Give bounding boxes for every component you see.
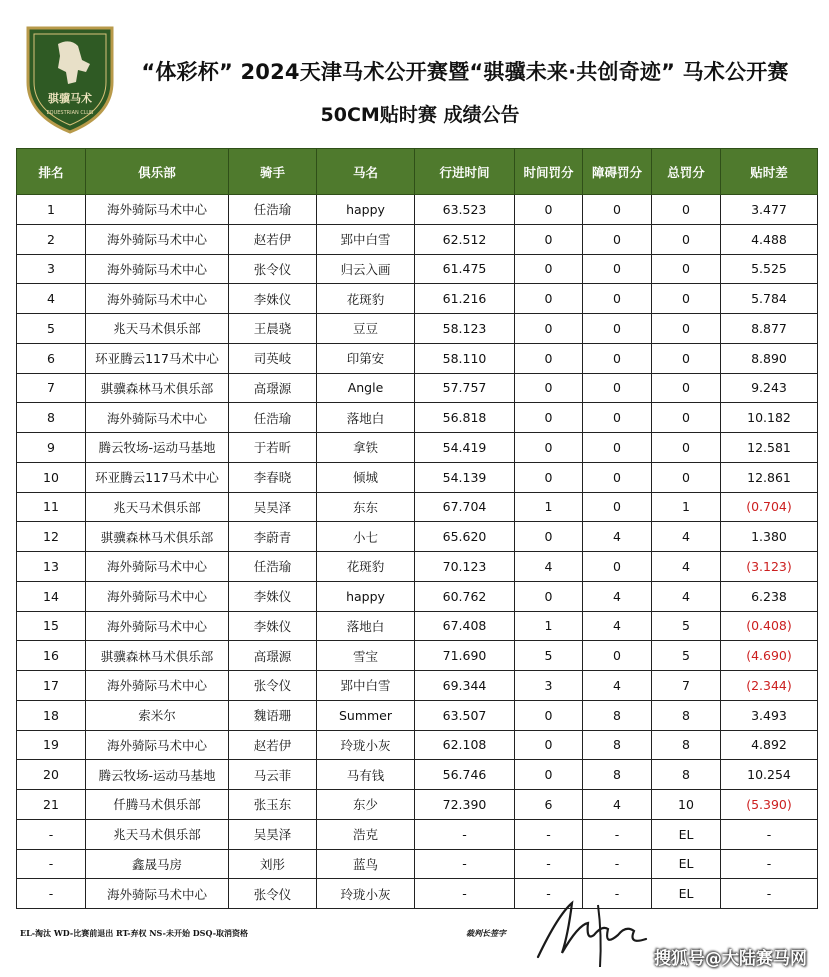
time-penalty-cell: 1	[515, 611, 583, 641]
horse-cell: 玲珑小灰	[317, 879, 415, 909]
time-penalty-cell: 0	[515, 700, 583, 730]
time-cell: 56.818	[415, 403, 515, 433]
time-diff-cell: (4.690)	[721, 641, 818, 671]
club-cell: 兆天马术俱乐部	[86, 819, 229, 849]
total-penalty-cell: 4	[652, 581, 721, 611]
club-cell: 仟腾马术俱乐部	[86, 790, 229, 820]
horse-cell: 东东	[317, 492, 415, 522]
horse-cell: Angle	[317, 373, 415, 403]
horse-cell: 印第安	[317, 343, 415, 373]
rank-cell: 13	[17, 552, 86, 582]
rank-cell: 11	[17, 492, 86, 522]
rank-cell: 10	[17, 462, 86, 492]
rider-cell: 李姝仪	[229, 284, 317, 314]
rider-cell: 任浩瑜	[229, 195, 317, 225]
column-header: 排名	[17, 149, 86, 195]
club-cell: 海外骑际马术中心	[86, 254, 229, 284]
table-row	[17, 879, 818, 909]
obstacle-penalty-cell: 8	[583, 760, 652, 790]
time-penalty-cell: 0	[515, 462, 583, 492]
time-diff-cell: 4.892	[721, 730, 818, 760]
time-diff-cell: 6.238	[721, 581, 818, 611]
total-penalty-cell: 4	[652, 552, 721, 582]
rider-cell: 刘彤	[229, 849, 317, 879]
column-header: 行进时间	[415, 149, 515, 195]
total-penalty-cell: 0	[652, 373, 721, 403]
club-cell: 海外骑际马术中心	[86, 879, 229, 909]
time-diff-cell: 10.254	[721, 760, 818, 790]
time-diff-cell: 8.877	[721, 314, 818, 344]
club-cell: 兆天马术俱乐部	[86, 314, 229, 344]
table-row	[17, 195, 818, 225]
column-header: 骑手	[229, 149, 317, 195]
rank-cell: 12	[17, 522, 86, 552]
rank-cell: 16	[17, 641, 86, 671]
time-diff-cell: (3.123)	[721, 552, 818, 582]
rank-cell: -	[17, 849, 86, 879]
obstacle-penalty-cell: -	[583, 819, 652, 849]
obstacle-penalty-cell: 0	[583, 641, 652, 671]
rank-cell: 14	[17, 581, 86, 611]
time-penalty-cell: 0	[515, 195, 583, 225]
obstacle-penalty-cell: 0	[583, 403, 652, 433]
rider-cell: 李姝仪	[229, 581, 317, 611]
time-cell: 57.757	[415, 373, 515, 403]
time-cell: -	[415, 879, 515, 909]
time-cell: 65.620	[415, 522, 515, 552]
time-diff-cell: 5.784	[721, 284, 818, 314]
time-diff-cell: 4.488	[721, 224, 818, 254]
logo-text-en: EQUESTRIAN CLUB	[46, 110, 94, 116]
obstacle-penalty-cell: 0	[583, 343, 652, 373]
horse-cell: 拿铁	[317, 433, 415, 463]
obstacle-penalty-cell: 0	[583, 492, 652, 522]
time-diff-cell: -	[721, 879, 818, 909]
time-diff-cell: 12.581	[721, 433, 818, 463]
time-diff-cell: 12.861	[721, 462, 818, 492]
rider-cell: 任浩瑜	[229, 403, 317, 433]
club-cell: 海外骑际马术中心	[86, 195, 229, 225]
club-cell: 海外骑际马术中心	[86, 730, 229, 760]
rider-cell: 魏语珊	[229, 700, 317, 730]
time-penalty-cell: -	[515, 819, 583, 849]
rank-cell: 15	[17, 611, 86, 641]
table-row	[17, 254, 818, 284]
table-row	[17, 552, 818, 582]
time-diff-cell: 3.493	[721, 700, 818, 730]
time-penalty-cell: -	[515, 849, 583, 879]
horse-cell: 雪宝	[317, 641, 415, 671]
rider-cell: 李春晓	[229, 462, 317, 492]
horse-cell: happy	[317, 581, 415, 611]
obstacle-penalty-cell: 8	[583, 700, 652, 730]
table-row	[17, 462, 818, 492]
time-diff-cell: (0.408)	[721, 611, 818, 641]
club-cell: 兆天马术俱乐部	[86, 492, 229, 522]
time-penalty-cell: 3	[515, 671, 583, 701]
table-row	[17, 611, 818, 641]
table-row	[17, 433, 818, 463]
page-subtitle: 50CM贴时赛 成绩公告	[320, 104, 520, 126]
rider-cell: 张令仪	[229, 671, 317, 701]
rider-cell: 赵若伊	[229, 224, 317, 254]
column-header: 马名	[317, 149, 415, 195]
time-diff-cell: 1.380	[721, 522, 818, 552]
obstacle-penalty-cell: 4	[583, 611, 652, 641]
total-penalty-cell: 1	[652, 492, 721, 522]
table-row	[17, 700, 818, 730]
rider-cell: 任浩瑜	[229, 552, 317, 582]
time-penalty-cell: -	[515, 879, 583, 909]
time-diff-cell: (2.344)	[721, 671, 818, 701]
total-penalty-cell: 0	[652, 462, 721, 492]
obstacle-penalty-cell: 4	[583, 522, 652, 552]
obstacle-penalty-cell: 0	[583, 314, 652, 344]
time-penalty-cell: 0	[515, 343, 583, 373]
rider-cell: 吴昊泽	[229, 492, 317, 522]
total-penalty-cell: 0	[652, 314, 721, 344]
obstacle-penalty-cell: 0	[583, 195, 652, 225]
time-cell: 54.419	[415, 433, 515, 463]
total-penalty-cell: 4	[652, 522, 721, 552]
rank-cell: 2	[17, 224, 86, 254]
horse-cell: 浩克	[317, 819, 415, 849]
rank-cell: 3	[17, 254, 86, 284]
club-cell: 鑫晟马房	[86, 849, 229, 879]
rider-cell: 马云菲	[229, 760, 317, 790]
horse-cell: Summer	[317, 700, 415, 730]
rank-cell: 19	[17, 730, 86, 760]
rank-cell: -	[17, 819, 86, 849]
rider-cell: 李蔚青	[229, 522, 317, 552]
table-row	[17, 373, 818, 403]
obstacle-penalty-cell: 0	[583, 433, 652, 463]
club-cell: 海外骑际马术中心	[86, 552, 229, 582]
rank-cell: 5	[17, 314, 86, 344]
total-penalty-cell: EL	[652, 879, 721, 909]
column-header: 总罚分	[652, 149, 721, 195]
time-penalty-cell: 0	[515, 730, 583, 760]
time-cell: 62.512	[415, 224, 515, 254]
time-cell: 58.123	[415, 314, 515, 344]
table-row	[17, 224, 818, 254]
total-penalty-cell: 10	[652, 790, 721, 820]
total-penalty-cell: 8	[652, 700, 721, 730]
time-penalty-cell: 0	[515, 254, 583, 284]
time-cell: 63.523	[415, 195, 515, 225]
horse-cell: 玲珑小灰	[317, 730, 415, 760]
time-penalty-cell: 0	[515, 224, 583, 254]
column-header: 俱乐部	[86, 149, 229, 195]
time-cell: 67.704	[415, 492, 515, 522]
time-diff-cell: 9.243	[721, 373, 818, 403]
time-cell: -	[415, 849, 515, 879]
time-penalty-cell: 5	[515, 641, 583, 671]
total-penalty-cell: 0	[652, 403, 721, 433]
time-diff-cell: -	[721, 849, 818, 879]
club-cell: 海外骑际马术中心	[86, 611, 229, 641]
club-cell: 海外骑际马术中心	[86, 224, 229, 254]
total-penalty-cell: 0	[652, 343, 721, 373]
time-cell: 71.690	[415, 641, 515, 671]
horse-cell: 豆豆	[317, 314, 415, 344]
page-title: “体彩杯” 2024天津马术公开赛暨“骐骥未来·共创奇迹” 马术公开赛	[141, 60, 789, 84]
club-cell: 海外骑际马术中心	[86, 581, 229, 611]
rank-cell: 4	[17, 284, 86, 314]
club-cell: 骐骥森林马术俱乐部	[86, 641, 229, 671]
time-penalty-cell: 0	[515, 581, 583, 611]
horse-cell: 郢中白雪	[317, 671, 415, 701]
time-cell: 63.507	[415, 700, 515, 730]
time-diff-cell: -	[721, 819, 818, 849]
judge-signature-label: 裁判长签字	[466, 928, 506, 938]
total-penalty-cell: EL	[652, 819, 721, 849]
rider-cell: 赵若伊	[229, 730, 317, 760]
horse-cell: 花斑豹	[317, 552, 415, 582]
time-diff-cell: 10.182	[721, 403, 818, 433]
time-penalty-cell: 1	[515, 492, 583, 522]
obstacle-penalty-cell: 4	[583, 671, 652, 701]
rider-cell: 李姝仪	[229, 611, 317, 641]
obstacle-penalty-cell: -	[583, 879, 652, 909]
table-row	[17, 760, 818, 790]
table-row	[17, 819, 818, 849]
time-cell: 70.123	[415, 552, 515, 582]
rank-cell: 18	[17, 700, 86, 730]
horse-cell: 东少	[317, 790, 415, 820]
total-penalty-cell: 5	[652, 611, 721, 641]
table-row	[17, 314, 818, 344]
total-penalty-cell: 0	[652, 433, 721, 463]
table-row	[17, 403, 818, 433]
time-diff-cell: 8.890	[721, 343, 818, 373]
source-watermark: 搜狐号@大陆赛马网	[654, 949, 807, 969]
column-header: 贴时差	[721, 149, 818, 195]
total-penalty-cell: 5	[652, 641, 721, 671]
column-header: 时间罚分	[515, 149, 583, 195]
time-cell: 61.475	[415, 254, 515, 284]
horse-cell: 落地白	[317, 611, 415, 641]
table-body	[17, 195, 818, 909]
total-penalty-cell: 8	[652, 730, 721, 760]
time-cell: 56.746	[415, 760, 515, 790]
rank-cell: 20	[17, 760, 86, 790]
time-penalty-cell: 4	[515, 552, 583, 582]
obstacle-penalty-cell: -	[583, 849, 652, 879]
rider-cell: 高璟源	[229, 373, 317, 403]
table-row	[17, 492, 818, 522]
obstacle-penalty-cell: 0	[583, 224, 652, 254]
time-diff-cell: 3.477	[721, 195, 818, 225]
time-cell: 54.139	[415, 462, 515, 492]
time-cell: 69.344	[415, 671, 515, 701]
club-cell: 腾云牧场-运动马基地	[86, 433, 229, 463]
time-cell: 61.216	[415, 284, 515, 314]
horse-cell: happy	[317, 195, 415, 225]
time-diff-cell: 5.525	[721, 254, 818, 284]
rider-cell: 王晨骁	[229, 314, 317, 344]
total-penalty-cell: 0	[652, 195, 721, 225]
total-penalty-cell: 0	[652, 254, 721, 284]
club-cell: 环亚腾云117马术中心	[86, 343, 229, 373]
rider-cell: 司英岐	[229, 343, 317, 373]
table-row	[17, 730, 818, 760]
obstacle-penalty-cell: 4	[583, 581, 652, 611]
rank-cell: 7	[17, 373, 86, 403]
horse-cell: 小七	[317, 522, 415, 552]
table-row	[17, 284, 818, 314]
club-cell: 环亚腾云117马术中心	[86, 462, 229, 492]
time-penalty-cell: 0	[515, 760, 583, 790]
horse-cell: 倾城	[317, 462, 415, 492]
rider-cell: 张玉东	[229, 790, 317, 820]
horse-cell: 蓝鸟	[317, 849, 415, 879]
club-cell: 索米尔	[86, 700, 229, 730]
time-cell: 72.390	[415, 790, 515, 820]
horse-cell: 花斑豹	[317, 284, 415, 314]
club-cell: 海外骑际马术中心	[86, 671, 229, 701]
time-penalty-cell: 0	[515, 314, 583, 344]
rank-cell: 9	[17, 433, 86, 463]
time-penalty-cell: 0	[515, 522, 583, 552]
rank-cell: -	[17, 879, 86, 909]
time-penalty-cell: 0	[515, 433, 583, 463]
rank-cell: 21	[17, 790, 86, 820]
club-cell: 海外骑际马术中心	[86, 284, 229, 314]
time-penalty-cell: 6	[515, 790, 583, 820]
table-row	[17, 790, 818, 820]
obstacle-penalty-cell: 0	[583, 373, 652, 403]
table-row	[17, 849, 818, 879]
rider-cell: 吴昊泽	[229, 819, 317, 849]
logo-text-cn: 骐骥马术	[48, 92, 92, 105]
rank-cell: 6	[17, 343, 86, 373]
time-cell: 60.762	[415, 581, 515, 611]
club-logo	[20, 20, 120, 135]
table-row	[17, 581, 818, 611]
obstacle-penalty-cell: 4	[583, 790, 652, 820]
obstacle-penalty-cell: 0	[583, 552, 652, 582]
rider-cell: 于若昕	[229, 433, 317, 463]
club-cell: 骐骥森林马术俱乐部	[86, 522, 229, 552]
time-diff-cell: (5.390)	[721, 790, 818, 820]
club-cell: 腾云牧场-运动马基地	[86, 760, 229, 790]
club-cell: 骐骥森林马术俱乐部	[86, 373, 229, 403]
rank-cell: 17	[17, 671, 86, 701]
judge-signature	[528, 895, 658, 970]
obstacle-penalty-cell: 0	[583, 462, 652, 492]
time-penalty-cell: 0	[515, 403, 583, 433]
table-row	[17, 641, 818, 671]
rank-cell: 8	[17, 403, 86, 433]
horse-cell: 马有钱	[317, 760, 415, 790]
time-diff-cell: (0.704)	[721, 492, 818, 522]
total-penalty-cell: 7	[652, 671, 721, 701]
rank-cell: 1	[17, 195, 86, 225]
legend-note: EL-淘汰 WD-比赛前退出 RT-弃权 NS-未开始 DSQ-取消资格	[20, 928, 249, 938]
time-penalty-cell: 0	[515, 284, 583, 314]
table-row	[17, 671, 818, 701]
time-cell: 67.408	[415, 611, 515, 641]
time-penalty-cell: 0	[515, 373, 583, 403]
total-penalty-cell: 0	[652, 224, 721, 254]
total-penalty-cell: EL	[652, 849, 721, 879]
column-header: 障碍罚分	[583, 149, 652, 195]
rider-cell: 张令仪	[229, 879, 317, 909]
table-row	[17, 343, 818, 373]
table-row	[17, 522, 818, 552]
rider-cell: 高璟源	[229, 641, 317, 671]
obstacle-penalty-cell: 8	[583, 730, 652, 760]
time-cell: 58.110	[415, 343, 515, 373]
obstacle-penalty-cell: 0	[583, 254, 652, 284]
obstacle-penalty-cell: 0	[583, 284, 652, 314]
time-cell: 62.108	[415, 730, 515, 760]
total-penalty-cell: 8	[652, 760, 721, 790]
club-cell: 海外骑际马术中心	[86, 403, 229, 433]
horse-cell: 归云入画	[317, 254, 415, 284]
table-header-row	[17, 149, 818, 195]
horse-cell: 落地白	[317, 403, 415, 433]
total-penalty-cell: 0	[652, 284, 721, 314]
time-cell: -	[415, 819, 515, 849]
rider-cell: 张令仪	[229, 254, 317, 284]
results-table	[16, 148, 818, 909]
horse-cell: 郢中白雪	[317, 224, 415, 254]
